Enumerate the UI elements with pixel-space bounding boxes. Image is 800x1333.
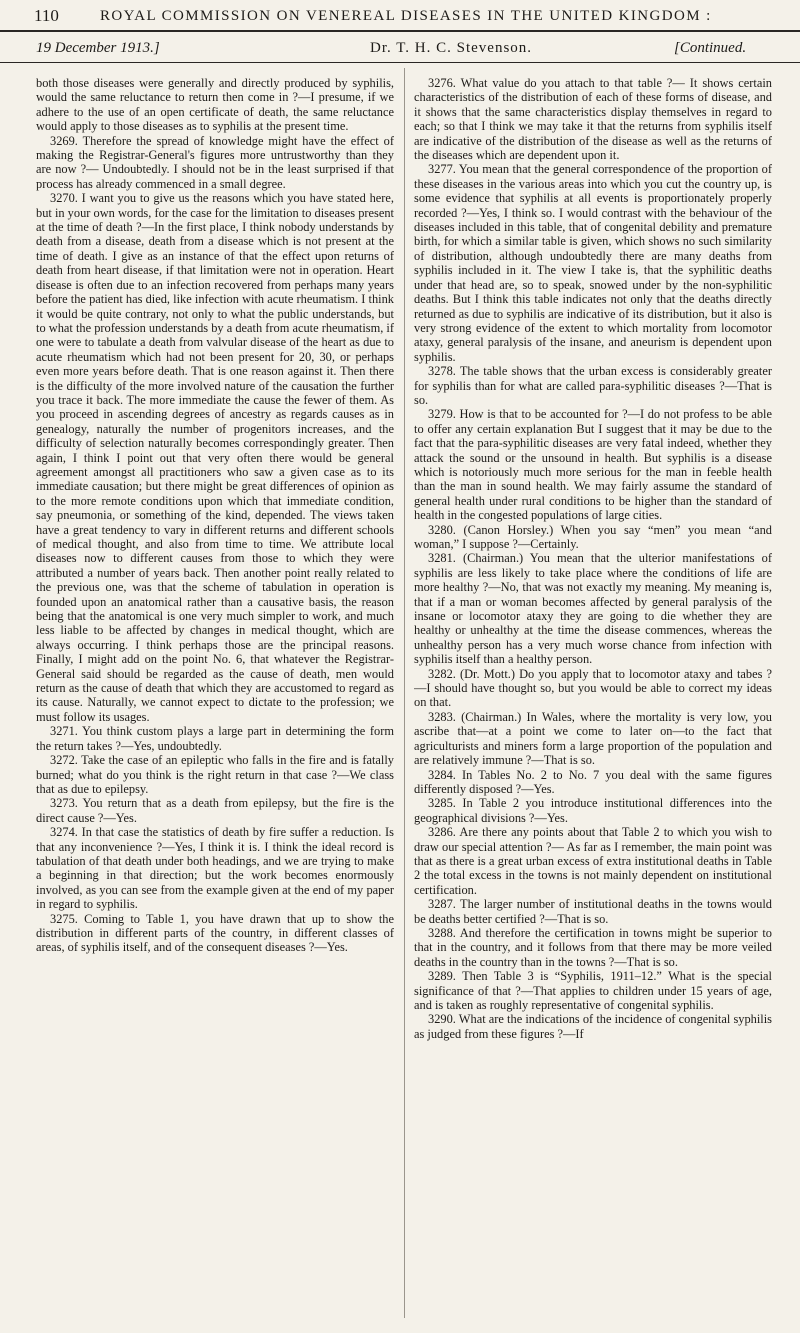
running-header xyxy=(0,4,800,32)
paragraph: 3274. In that case the statistics of death by fire suffer a reduction. Is that any inconvenience ?—Yes, I think it is. I think the ideal record is tabulation of that death under both headings, and we are trying to make a beginning in that direction; but the work becomes enormously involved, as you can see from the example given at the end of my paper in regard to syphilis. xyxy=(36,825,394,912)
paragraph: 3278. The table shows that the urban excess is considerably greater for syphilis than for what are called para-syphilitic diseases ?—That is so. xyxy=(414,364,772,407)
paragraph: 3271. You think custom plays a large part in determining the form the return takes ?—Yes, undoubtedly. xyxy=(36,724,394,753)
continued-label: [Continued. xyxy=(674,40,747,56)
paragraph: 3269. Therefore the spread of knowledge might have the effect of making the Registrar-General's figures more untrustworthy than they are now ?— Undoubtedly. I should not be in the least surprised if that process has already commenced in a small degree. xyxy=(36,133,394,191)
column-divider xyxy=(404,68,405,1318)
right-column xyxy=(414,76,772,1324)
paragraph: 3282. (Dr. Mott.) Do you apply that to locomotor ataxy and tabes ?—I should have thought so, but you would be able to correct my ideas on that. xyxy=(414,666,772,710)
paragraph: 3287. The larger number of institutional deaths in the towns would be deaths better certified ?—That is so. xyxy=(414,897,772,926)
paragraph: 3279. How is that to be accounted for ?—I do not profess to be able to offer any certain explanation But I suggest that it may be due to the fact that the para-syphilitic diseases are very fatal indeed, whether they attack the sound or the unsound in health. But syphilis is a disease which is notoriously much more serious for the man in feeble health than the man in sound health. We may fairly assume the standard of general health under rural conditions to be higher than the standard of health in the congested populations of large cities. xyxy=(414,407,772,523)
hearing-date: 19 December 1913.] xyxy=(36,40,160,56)
paragraph: 3284. In Tables No. 2 to No. 7 you deal with the same figures differently disposed ?—Yes. xyxy=(414,767,772,796)
left-column xyxy=(36,76,394,1324)
paragraph: 3275. Coming to Table 1, you have drawn that up to show the distribution in different parts of the country, in different classes of areas, of syphilis itself, and of the consequent diseases ?—Yes. xyxy=(36,911,394,955)
paragraph: 3285. In Table 2 you introduce institutional differences into the geographical divisions ?—Yes. xyxy=(414,796,772,825)
witness-header xyxy=(0,38,800,63)
paragraph: 3273. You return that as a death from epilepsy, but the fire is the direct cause ?—Yes. xyxy=(36,796,394,825)
paragraph: 3277. You mean that the general correspondence of the proportion of these diseases in the various areas into which you cut the country up, is some evidence that syphilis at all events is proportionately properly recorded ?—Yes, I think so. I would contrast with the behaviour of the diseases included in this table, that of congenital debility and premature birth, for which a similar table is given, which shows no such similarity of distribution, although undoubtedly there are many deaths from syphilis included in it. The view I take is, that the syphilitic deaths under that head are, so to speak, snowed under by the non-syphilitic deaths. But I think this table indicates not only that the deaths directly returned as due to syphilis are indicative of its distribution, but it also is very strong evidence of the extent to which mortality from locomotor ataxy, general paralysis of the insane, and aneurism is dependent upon syphilis. xyxy=(414,162,772,364)
page-number: 110 xyxy=(34,6,59,25)
running-title: ROYAL COMMISSION ON VENEREAL DISEASES IN THE UNITED KINGDOM : xyxy=(100,8,712,24)
paragraph: 3288. And therefore the certification in towns might be superior to that in the country, and it follows from that there may be more veiled deaths in the country than in the towns ?—That is so. xyxy=(414,925,772,969)
paragraph: 3286. Are there any points about that Table 2 to which you wish to draw our special attention ?— As far as I remember, the main point was that as there is a great urban excess of extra institutional deaths in Table 2 the total excess in the towns is not mainly dependent on institutional certification. xyxy=(414,825,772,897)
paragraph: 3276. What value do you attach to that table ?— It shows certain characteristics of the distribution of each of these forms of disease, and it shows that the same characteristics display themselves in regard to each; so that I think we may take it that the returns from syphilis itself are indicative of the distribution of the disease as well as the returns of the diseases which are dependent upon it. xyxy=(414,76,772,163)
paragraph: both those diseases were generally and directly produced by syphilis, would the same reluctance to return then come in ?—I presume, if we adhere to the use of an open certificate of death, the same reluctance would apply to those diseases as to syphilis at the present time. xyxy=(36,76,394,134)
paragraph: 3272. Take the case of an epileptic who falls in the fire and is fatally burned; what do you think is the right return in that case ?—We class that as due to epilepsy. xyxy=(36,753,394,796)
paragraph: 3280. (Canon Horsley.) When you say “men” you mean “and woman,” I suppose ?—Certainly. xyxy=(414,522,772,551)
paragraph: 3270. I want you to give us the reasons which you have stated here, but in your own words, for the case for the limitation to diseases present at the time of death ?—In the first place, I think nobody understands by death from a disease, death from a disease which is not present at the time of death. I give as an instance of that the effect upon returns of death from heart disease, if that limitation were not in operation. Heart disease is often due to an infection recovered from perhaps many years before the patient has died, like infection with acute rheumatism. I think it would be quite contrary, not only to what the public understands, but to what the profession understands by a death from acute rheumatism, if one were to tabulate a death from valvular disease of the heart as due to acute rheumatism which had not been present for 20, 30, or perhaps even more years before death. That is one reason against it. Then there is the difficulty of the more involved nature of the causation the further you trace it back. The more immediate the cause the fewer of them. As you proceed in ascending degrees of ancestry as regards causes as in genealogy, naturally the number of progenitors increases, and the difficulty of selection naturally becomes correspondingly greater. Then again, I think I point out that very often there would be general agreement amongst all practitioners who saw a given case as to its immediate causation; but there might be great differences of opinion as to the more remote conditions upon which that immediate condition, say pneumonia, or something of the kind, depended. The views taken have a great tendency to vary in different returns and different schools of medical thought, and also from time to time. We attribute local diseases now to different causes from those to which they were attributed a number of years back. Then another point really related to the previous one, was that the scheme of tabulation in operation is founded upon an anatomical rather than a causative basis, the reason being that the anatomical is one very much simpler to work, and much less liable to be affected by changes in medical thought, which are always occurring. I think perhaps those are the principal reasons. Finally, I might add on the point No. 6, that whatever the Registrar-General said should be regarded as the cause of death, men would return as the cause of death that which they are accustomed to regard as its cause. Naturally, we cannot expect to dictate to the profession; we must follow its usages. xyxy=(36,191,394,724)
witness-name: Dr. T. H. C. Stevenson. xyxy=(370,40,533,56)
paragraph: 3281. (Chairman.) You mean that the ulterior manifestations of syphilis are less likely to take place where the conditions of life are more healthy ?—No, that was not exactly my meaning. My meaning is, that if a man or woman becomes affected by general paralysis of the insane or locomotor ataxy they are going to die whether they are healthy or unhealthy at the time the disease commences, whereas the unhealthy person has a very much worse chance from infection with syphilis itself than a healthy person. xyxy=(414,551,772,667)
paragraph: 3290. What are the indications of the incidence of congenital syphilis as judged from these figures ?—If xyxy=(414,1012,772,1041)
paragraph: 3289. Then Table 3 is “Syphilis, 1911–12.” What is the special significance of that ?—That applies to children under 15 years of age, and is taken as roughly representative of congenital syphilis. xyxy=(414,969,772,1012)
paragraph: 3283. (Chairman.) In Wales, where the mortality is very low, you ascribe that—at a point we come to later on—to the fact that agriculturists and miners form a large proportion of the population and are relatively immune ?—That is so. xyxy=(414,709,772,768)
